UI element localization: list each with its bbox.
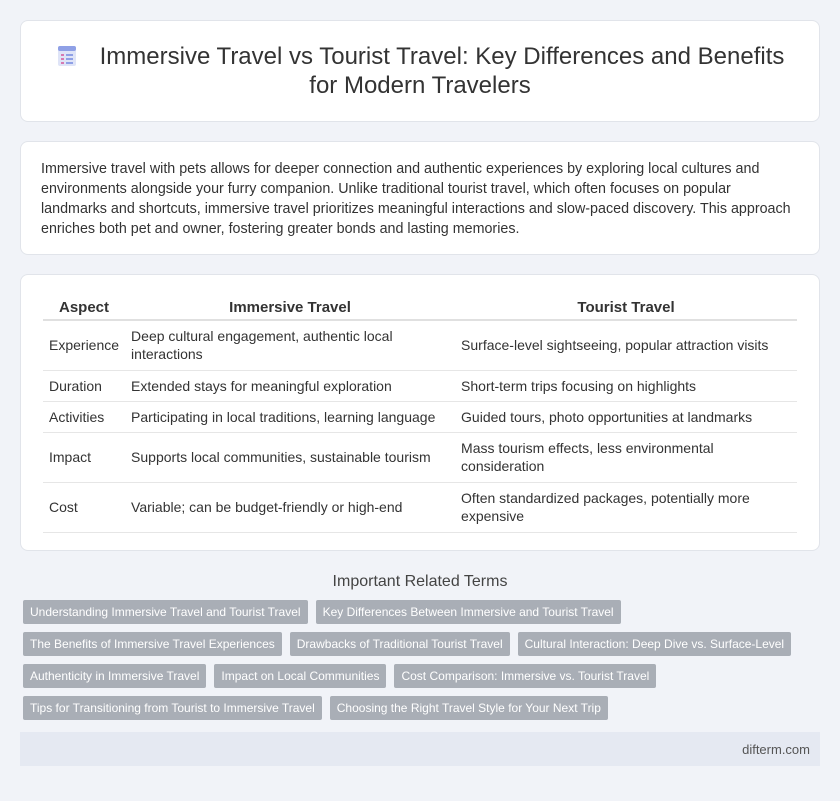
table-row [43, 401, 797, 432]
cell-immersive: Deep cultural engagement, authentic local interactions [125, 320, 455, 370]
related-terms-title: Important Related Terms [332, 573, 508, 590]
cell-tourist: Short-term trips focusing on highlights [455, 370, 797, 401]
page [0, 20, 840, 766]
related-term-tag[interactable]: Tips for Transitioning from Tourist to Immersive Travel [23, 696, 322, 720]
cell-aspect: Cost [43, 482, 125, 532]
document-list-icon [56, 45, 78, 67]
header-tourist: Tourist Travel [455, 295, 797, 320]
related-term-tag[interactable]: Cost Comparison: Immersive vs. Tourist Travel [394, 664, 656, 688]
related-terms-tags [20, 600, 820, 720]
related-term-tag[interactable]: Key Differences Between Immersive and Tourist Travel [316, 600, 621, 624]
intro-card [20, 141, 820, 255]
related-term-tag[interactable]: The Benefits of Immersive Travel Experiences [23, 632, 282, 656]
cell-tourist: Surface-level sightseeing, popular attraction visits [455, 320, 797, 370]
table-row [43, 482, 797, 532]
comparison-table [43, 295, 797, 533]
cell-tourist: Mass tourism effects, less environmental consideration [455, 432, 797, 482]
page-title-text: Immersive Travel vs Tourist Travel: Key Differences and Benefits for Modern Travelers [99, 43, 785, 99]
page-title [51, 42, 789, 100]
table-row [43, 432, 797, 482]
related-term-tag[interactable]: Drawbacks of Traditional Tourist Travel [290, 632, 510, 656]
related-term-tag[interactable]: Impact on Local Communities [214, 664, 386, 688]
related-term-tag[interactable]: Authenticity in Immersive Travel [23, 664, 206, 688]
cell-aspect: Experience [43, 320, 125, 370]
cell-tourist: Guided tours, photo opportunities at landmarks [455, 401, 797, 432]
footer [20, 732, 820, 766]
cell-aspect: Activities [43, 401, 125, 432]
cell-aspect: Impact [43, 432, 125, 482]
cell-aspect: Duration [43, 370, 125, 401]
header-immersive: Immersive Travel [125, 295, 455, 320]
table-row [43, 320, 797, 370]
table-row [43, 370, 797, 401]
footer-brand[interactable]: difterm.com [742, 741, 810, 757]
header-card [20, 20, 820, 122]
related-term-tag[interactable]: Cultural Interaction: Deep Dive vs. Surface-Level [518, 632, 791, 656]
cell-immersive: Variable; can be budget-friendly or high-end [125, 482, 455, 532]
related-terms-section [20, 573, 820, 720]
related-term-tag[interactable]: Choosing the Right Travel Style for Your Next Trip [330, 696, 608, 720]
related-term-tag[interactable]: Understanding Immersive Travel and Tourist Travel [23, 600, 308, 624]
table-header-row [43, 295, 797, 320]
comparison-card [20, 274, 820, 551]
intro-paragraph: Immersive travel with pets allows for deeper connection and authentic experiences by exploring local cultures and environments alongside your furry companion. Unlike traditional tourist travel, which often focuses on popular landmarks and shortcuts, immersive travel prioritizes meaningful interactions and slow-paced discovery. This approach enriches both pet and owner, fostering greater bonds and lasting memories. [41, 161, 791, 237]
cell-immersive: Supports local communities, sustainable tourism [125, 432, 455, 482]
header-aspect: Aspect [43, 295, 125, 320]
cell-immersive: Participating in local traditions, learning language [125, 401, 455, 432]
cell-immersive: Extended stays for meaningful exploration [125, 370, 455, 401]
cell-tourist: Often standardized packages, potentially more expensive [455, 482, 797, 532]
